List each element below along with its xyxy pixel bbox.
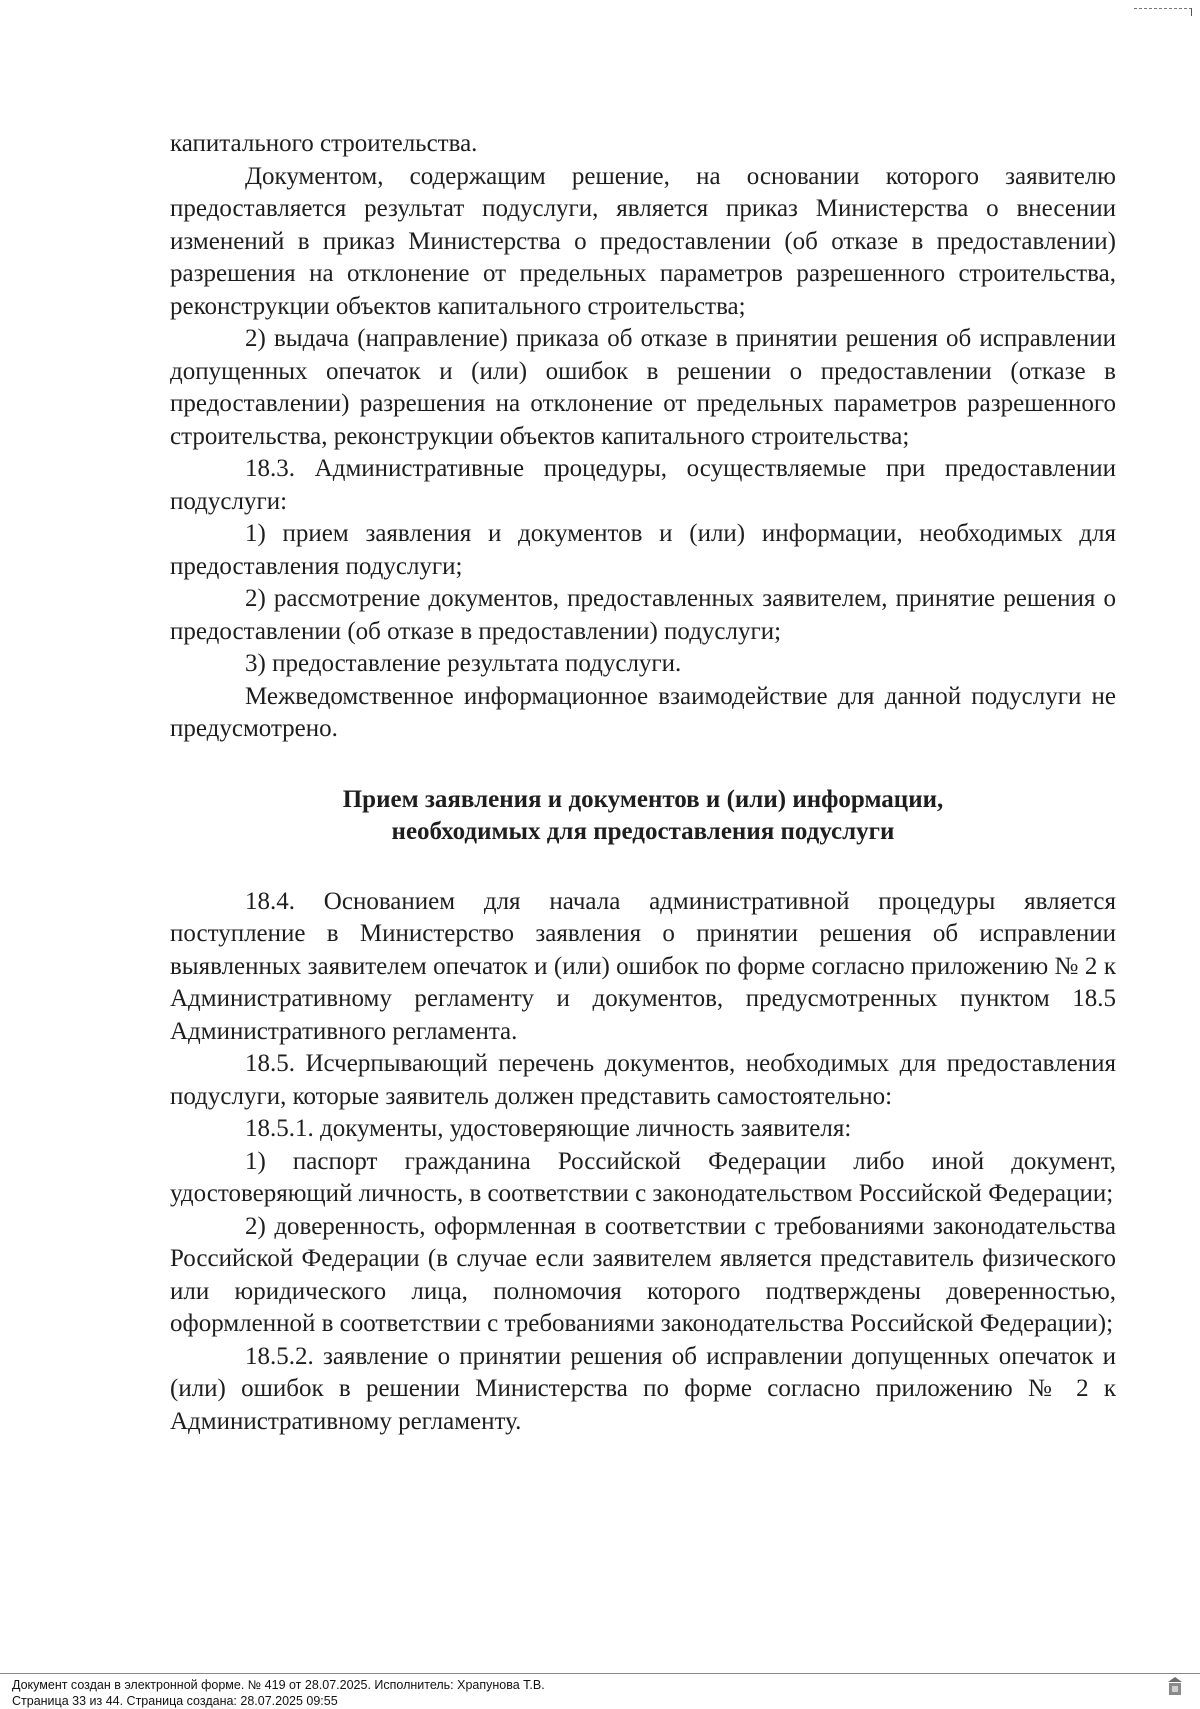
paragraph: 1) паспорт гражданина Российской Федерации либо иной документ, удостоверяющий личность, в соответствии с законодательством Российской Федерации; — [170, 1147, 1116, 1207]
paragraph-group-1 — [170, 128, 1116, 746]
footer-line-2: Страница 33 из 44. Страница создана: 28.07.2025 09:55 — [12, 1694, 338, 1708]
paragraph: 3) предоставление результата подуслуги. — [245, 650, 682, 677]
paragraph: капитального строительства. — [170, 130, 478, 157]
paragraph: Межведомственное информационное взаимодействие для данной подуслуги не предусмотрено. — [170, 682, 1116, 742]
paragraph: 18.5.1. документы, удостоверяющие личность заявителя: — [245, 1115, 852, 1142]
coat-of-arms-icon — [1164, 1674, 1186, 1696]
paragraph: 18.4. Основанием для начала административной процедуры является поступление в Министерство заявления о принятии решения об исправлении выявленных заявителем опечаток и (или) ошибок по форме согласно приложению № 2 к Административному регламенту и документов, предусмотренных пунктом 18.5 Административного регламента. — [170, 887, 1116, 1045]
section-heading-line-1: Прием заявления и документов и (или) информации, — [342, 785, 944, 813]
paragraph: 18.5. Исчерпывающий перечень документов, необходимых для предоставления подуслуги, которые заявитель должен представить самостоятельно: — [170, 1050, 1116, 1110]
paragraph-group-2 — [170, 886, 1116, 1439]
paragraph: 1) прием заявления и документов и (или) информации, необходимых для предоставления подуслуги; — [170, 520, 1116, 580]
paragraph: 18.3. Административные процедуры, осуществляемые при предоставлении подуслуги: — [170, 455, 1116, 515]
paragraph: 2) рассмотрение документов, предоставленных заявителем, принятие решения о предоставлении (об отказе в предоставлении) подуслуги; — [170, 585, 1116, 645]
footer-line-1: Документ создан в электронной форме. № 419 от 28.07.2025. Исполнитель: Храпунова Т.В. — [12, 1678, 545, 1692]
document-body — [170, 128, 1116, 1438]
paragraph: 2) доверенность, оформленная в соответствии с требованиями законодательства Российской Федерации (в случае если заявителем является представитель физического или юридического лица, полномочия которого подтверждены доверенностью, оформленной в соответствии с требованиями законодательства Российской Федерации); — [170, 1212, 1116, 1337]
paragraph: 2) выдача (направление) приказа об отказе в принятии решения об исправлении допущенных опечаток и (или) ошибок в решении о предоставлении (отказе в предоставлении) разрешения на отклонение от предельных параметров разрешенного строительства, реконструкции объектов капитального строительства; — [170, 325, 1116, 450]
footer — [12, 1677, 1112, 1709]
section-heading — [170, 784, 1116, 848]
footer-divider — [0, 1673, 1200, 1674]
paragraph: 18.5.2. заявление о принятии решения об исправлении допущенных опечаток и (или) ошибок в решении Министерства по форме согласно приложению № 2 к Административному регламенту. — [170, 1342, 1116, 1435]
section-heading-line-2: необходимых для предоставления подуслуги — [391, 817, 895, 845]
scan-corner-mark — [1134, 8, 1192, 11]
paragraph: Документом, содержащим решение, на основании которого заявителю предоставляется результат подуслуги, является приказ Министерства о внесении изменений в приказ Министерства о предоставлении (об отказе в предоставлении) разрешения на отклонение от предельных параметров разрешенного строительства, реконструкции объектов капитального строительства; — [170, 162, 1116, 320]
